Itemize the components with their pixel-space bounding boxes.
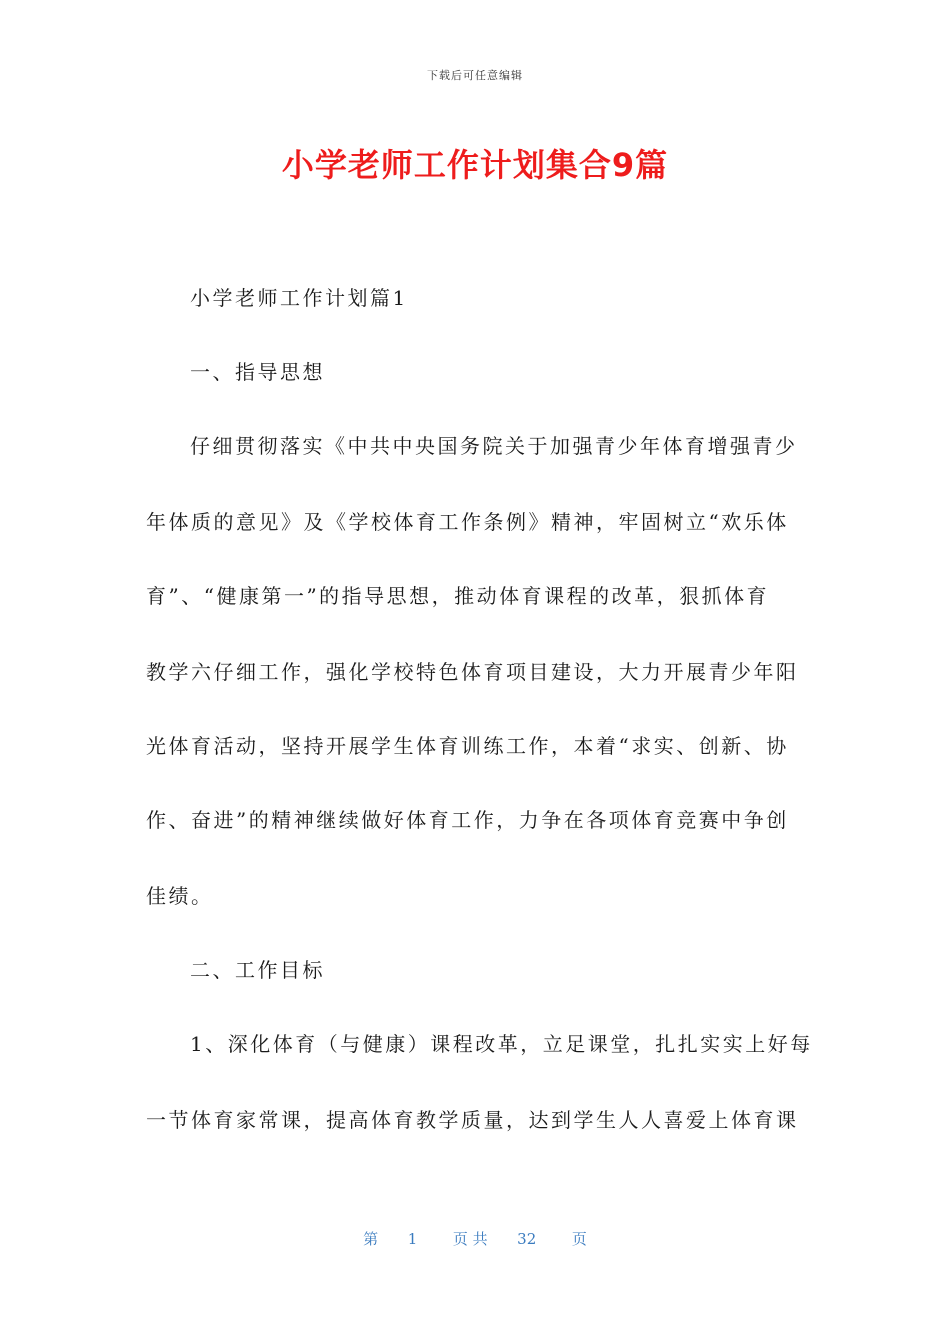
footer-page-end: 页 (571, 1230, 587, 1248)
footer-total-pages: 32 (517, 1230, 537, 1248)
document-title: 小学老师工作计划集合9篇 (281, 146, 669, 184)
paragraph-line: 育”、“健康第一”的指导思想，推动体育课程的改革，狠抓体育 (146, 584, 770, 608)
footer-page-mid: 页 共 (452, 1230, 488, 1248)
paragraph-line: 光体育活动，坚持开展学生体育训练工作，本着“求实、创新、协 (146, 734, 789, 758)
footer-page-label: 第 (363, 1230, 379, 1248)
page-footer (0, 1228, 950, 1249)
footer-page-number: 1 (407, 1230, 418, 1248)
subsection-heading: 二、工作目标 (190, 958, 325, 982)
subsection-heading: 一、指导思想 (190, 360, 325, 384)
paragraph-line: 佳绩。 (146, 884, 214, 908)
section-heading: 小学老师工作计划篇1 (190, 286, 408, 310)
paragraph-line: 作、奋进”的精神继续做好体育工作，力争在各项体育竞赛中争创 (146, 808, 789, 832)
paragraph-line: 仔细贯彻落实《中共中央国务院关于加强青少年体育增强青少 (190, 434, 798, 458)
paragraph-line: 教学六仔细工作，强化学校特色体育项目建设，大力开展青少年阳 (146, 660, 799, 684)
paragraph-line: 1、深化体育（与健康）课程改革，立足课堂，扎扎实实上好每 (190, 1032, 813, 1056)
paragraph-line: 一节体育家常课，提高体育教学质量，达到学生人人喜爱上体育课 (146, 1108, 799, 1132)
paragraph-line: 年体质的意见》及《学校体育工作条例》精神，牢固树立“欢乐体 (146, 510, 789, 534)
header-note: 下载后可任意编辑 (427, 69, 523, 82)
